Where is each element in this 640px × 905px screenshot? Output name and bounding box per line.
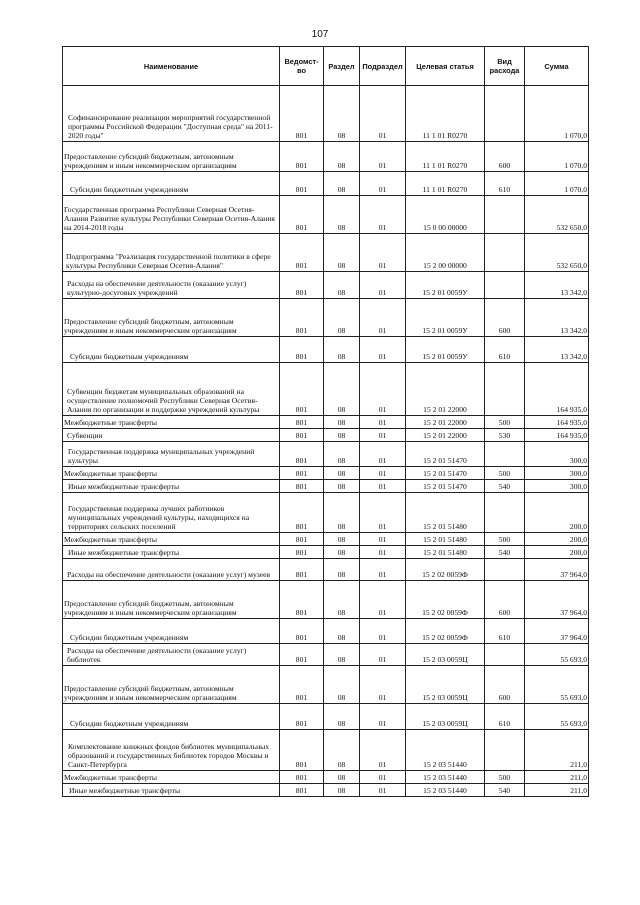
row-type: 530 [485,429,525,442]
row-name: Расходы на обеспечение деятельности (оказание услуг) музеев [63,559,280,581]
row-sum: 55 693,0 [525,666,589,704]
row-subsection: 01 [360,442,406,467]
row-name: Межбюджетные трансферты [63,416,280,429]
row-name: Софинансирование реализации мероприятий государственной программы Российской Федерации "Доступная среда" на 2011-2020 годы" [63,86,280,142]
row-name: Предоставление субсидий бюджетным, автономным учреждениям и иным некоммерческим организациям [63,299,280,337]
table-row [63,730,589,771]
row-subsection: 01 [360,559,406,581]
row-subsection: 01 [360,363,406,416]
row-dept: 801 [280,272,324,299]
row-sum: 300,0 [525,480,589,493]
row-section: 08 [324,196,360,234]
row-section: 08 [324,234,360,272]
row-target: 15 2 00 00000 [406,234,485,272]
row-sum: 211,0 [525,771,589,784]
table-row [63,442,589,467]
row-dept: 801 [280,467,324,480]
row-target: 15 2 01 51480 [406,533,485,546]
row-target: 15 2 01 22000 [406,416,485,429]
row-type [485,442,525,467]
row-section: 08 [324,272,360,299]
row-section: 08 [324,480,360,493]
row-type [485,196,525,234]
table-header-row [63,47,589,86]
row-name: Государственная поддержка муниципальных учреждений культуры [63,442,280,467]
table-row [63,480,589,493]
row-sum: 13 342,0 [525,272,589,299]
row-sum: 13 342,0 [525,299,589,337]
row-target: 15 2 01 0059У [406,337,485,363]
row-type [485,559,525,581]
row-target: 15 2 01 0059У [406,299,485,337]
row-subsection: 01 [360,234,406,272]
row-subsection: 01 [360,619,406,644]
row-dept: 801 [280,86,324,142]
row-sum: 164 935,0 [525,416,589,429]
table-row [63,784,589,797]
row-type: 500 [485,467,525,480]
row-target: 15 2 02 0059Ф [406,559,485,581]
row-name: Предоставление субсидий бюджетным, автономным учреждениям и иным некоммерческим организациям [63,581,280,619]
row-name: Субвенции бюджетам муниципальных образований на осуществление полномочий Республики Северная Осетия-Алания по организации и поддержке учреждений культуры [63,363,280,416]
column-header-type: Вид расхода [485,47,525,86]
row-name: Межбюджетные трансферты [63,771,280,784]
row-dept: 801 [280,730,324,771]
table-row [63,644,589,666]
row-subsection: 01 [360,299,406,337]
row-type: 610 [485,172,525,196]
table-row [63,272,589,299]
column-header-subsection: Подраздел [360,47,406,86]
row-type: 610 [485,337,525,363]
row-name: Субвенции [63,429,280,442]
row-dept: 801 [280,784,324,797]
row-type [485,493,525,533]
row-subsection: 01 [360,272,406,299]
row-subsection: 01 [360,337,406,363]
table-body [63,86,589,797]
row-section: 08 [324,666,360,704]
row-sum: 200,0 [525,546,589,559]
row-section: 08 [324,784,360,797]
row-type [485,234,525,272]
row-section: 08 [324,533,360,546]
row-target: 11 1 01 R0270 [406,172,485,196]
row-dept: 801 [280,533,324,546]
row-type [485,730,525,771]
row-sum: 1 070,0 [525,172,589,196]
table-row [63,172,589,196]
table-row [63,196,589,234]
row-dept: 801 [280,619,324,644]
row-type [485,644,525,666]
row-subsection: 01 [360,771,406,784]
table-row [63,299,589,337]
row-sum: 37 964,0 [525,581,589,619]
row-sum: 164 935,0 [525,429,589,442]
row-name: Расходы на обеспечение деятельности (оказание услуг) библиотек [63,644,280,666]
row-dept: 801 [280,442,324,467]
row-dept: 801 [280,704,324,730]
table-row [63,704,589,730]
column-header-section: Раздел [324,47,360,86]
column-header-sum: Сумма [525,47,589,86]
row-target: 15 2 03 51440 [406,730,485,771]
row-sum: 1 070,0 [525,142,589,172]
row-target: 15 2 01 51470 [406,442,485,467]
row-type: 540 [485,784,525,797]
row-sum: 300,0 [525,442,589,467]
row-sum: 1 070,0 [525,86,589,142]
row-name: Предоставление субсидий бюджетным, автономным учреждениям и иным некоммерческим организациям [63,666,280,704]
row-sum: 200,0 [525,493,589,533]
row-subsection: 01 [360,493,406,533]
row-subsection: 01 [360,784,406,797]
row-target: 15 0 00 00000 [406,196,485,234]
row-subsection: 01 [360,142,406,172]
table-row [63,581,589,619]
row-section: 08 [324,730,360,771]
row-sum: 37 964,0 [525,619,589,644]
row-section: 08 [324,363,360,416]
row-type: 600 [485,299,525,337]
row-section: 08 [324,416,360,429]
row-target: 15 2 03 0059Ц [406,666,485,704]
row-subsection: 01 [360,581,406,619]
row-section: 08 [324,429,360,442]
row-sum: 211,0 [525,784,589,797]
row-name: Расходы на обеспечение деятельности (оказание услуг) культурно-досуговых учреждений [63,272,280,299]
row-type: 610 [485,704,525,730]
row-name: Предоставление субсидий бюджетным, автономным учреждениям и иным некоммерческим организациям [63,142,280,172]
row-name: Государственная программа Республики Северная Осетия-Алания Развитие культуры Республики Северная Осетия-Алания на 2014-2018 годы [63,196,280,234]
row-type: 540 [485,546,525,559]
row-section: 08 [324,467,360,480]
row-sum: 300,0 [525,467,589,480]
row-type: 600 [485,142,525,172]
row-name: Субсидии бюджетным учреждениям [63,172,280,196]
row-target: 15 2 01 51470 [406,467,485,480]
row-target: 11 1 01 R0270 [406,142,485,172]
row-dept: 801 [280,546,324,559]
table-row [63,363,589,416]
row-dept: 801 [280,172,324,196]
row-target: 15 2 03 51440 [406,784,485,797]
row-dept: 801 [280,234,324,272]
row-sum: 200,0 [525,533,589,546]
row-dept: 801 [280,196,324,234]
row-name: Субсидии бюджетным учреждениям [63,704,280,730]
row-sum: 532 650,0 [525,234,589,272]
row-type: 500 [485,416,525,429]
row-target: 15 2 02 0059Ф [406,619,485,644]
row-target: 15 2 01 51480 [406,493,485,533]
table-row [63,142,589,172]
row-type: 500 [485,533,525,546]
row-dept: 801 [280,493,324,533]
table-row [63,493,589,533]
row-subsection: 01 [360,467,406,480]
row-target: 15 2 01 22000 [406,363,485,416]
row-section: 08 [324,442,360,467]
row-section: 08 [324,644,360,666]
row-sum: 211,0 [525,730,589,771]
row-name: Межбюджетные трансферты [63,533,280,546]
row-section: 08 [324,493,360,533]
row-subsection: 01 [360,666,406,704]
row-dept: 801 [280,337,324,363]
row-section: 08 [324,581,360,619]
row-name: Субсидии бюджетным учреждениям [63,619,280,644]
column-header-dept: Ведомст-во [280,47,324,86]
row-dept: 801 [280,363,324,416]
row-section: 08 [324,704,360,730]
row-target: 15 2 01 0059У [406,272,485,299]
row-name: Иные межбюджетные трансферты [63,784,280,797]
row-dept: 801 [280,644,324,666]
row-name: Государственная поддержка лучших работников муниципальных учреждений культуры, находящихся на территориях сельских поселений [63,493,280,533]
table-row [63,234,589,272]
row-subsection: 01 [360,416,406,429]
table-row [63,416,589,429]
row-target: 15 2 03 51440 [406,771,485,784]
table-row [63,337,589,363]
table-row [63,533,589,546]
row-type: 600 [485,581,525,619]
row-target: 15 2 01 51480 [406,546,485,559]
row-type [485,272,525,299]
row-dept: 801 [280,581,324,619]
row-subsection: 01 [360,730,406,771]
table-row [63,559,589,581]
row-type: 610 [485,619,525,644]
row-target: 15 2 03 0059Ц [406,704,485,730]
row-section: 08 [324,172,360,196]
row-dept: 801 [280,429,324,442]
row-sum: 164 935,0 [525,363,589,416]
row-dept: 801 [280,666,324,704]
row-target: 15 2 01 22000 [406,429,485,442]
table-row [63,429,589,442]
column-header-target: Целевая статья [406,47,485,86]
table-row [63,666,589,704]
row-dept: 801 [280,142,324,172]
row-subsection: 01 [360,704,406,730]
row-section: 08 [324,546,360,559]
row-subsection: 01 [360,196,406,234]
row-sum: 55 693,0 [525,704,589,730]
row-type [485,363,525,416]
row-subsection: 01 [360,86,406,142]
table-row [63,467,589,480]
row-target: 15 2 01 51470 [406,480,485,493]
row-name: Межбюджетные трансферты [63,467,280,480]
row-name: Комплектование книжных фондов библиотек муниципальных образований и государственных библиотек городов Москвы и Санкт-Петербурга [63,730,280,771]
row-sum: 532 650,0 [525,196,589,234]
budget-table [62,46,589,797]
row-target: 15 2 03 0059Ц [406,644,485,666]
row-section: 08 [324,559,360,581]
row-name: Субсидии бюджетным учреждениям [63,337,280,363]
row-name: Подпрограмма "Реализация государственной политики в сфере культуры Республики Северная Осетия-Алания" [63,234,280,272]
row-subsection: 01 [360,480,406,493]
row-section: 08 [324,86,360,142]
row-sum: 13 342,0 [525,337,589,363]
row-dept: 801 [280,480,324,493]
row-sum: 55 693,0 [525,644,589,666]
row-name: Иные межбюджетные трансферты [63,480,280,493]
row-dept: 801 [280,559,324,581]
row-dept: 801 [280,416,324,429]
row-section: 08 [324,337,360,363]
row-dept: 801 [280,299,324,337]
row-subsection: 01 [360,429,406,442]
page-number: 107 [311,29,329,40]
row-target: 15 2 02 0059Ф [406,581,485,619]
row-subsection: 01 [360,644,406,666]
row-subsection: 01 [360,172,406,196]
row-section: 08 [324,771,360,784]
row-sum: 37 964,0 [525,559,589,581]
row-type: 500 [485,771,525,784]
row-target: 11 1 01 R0270 [406,86,485,142]
row-type [485,86,525,142]
row-section: 08 [324,619,360,644]
row-type: 540 [485,480,525,493]
table-row [63,546,589,559]
table-row [63,619,589,644]
row-name: Иные межбюджетные трансферты [63,546,280,559]
row-subsection: 01 [360,533,406,546]
row-type: 600 [485,666,525,704]
column-header-name: Наименование [63,47,280,86]
row-subsection: 01 [360,546,406,559]
table-row [63,771,589,784]
table-row [63,86,589,142]
row-section: 08 [324,299,360,337]
row-section: 08 [324,142,360,172]
row-dept: 801 [280,771,324,784]
